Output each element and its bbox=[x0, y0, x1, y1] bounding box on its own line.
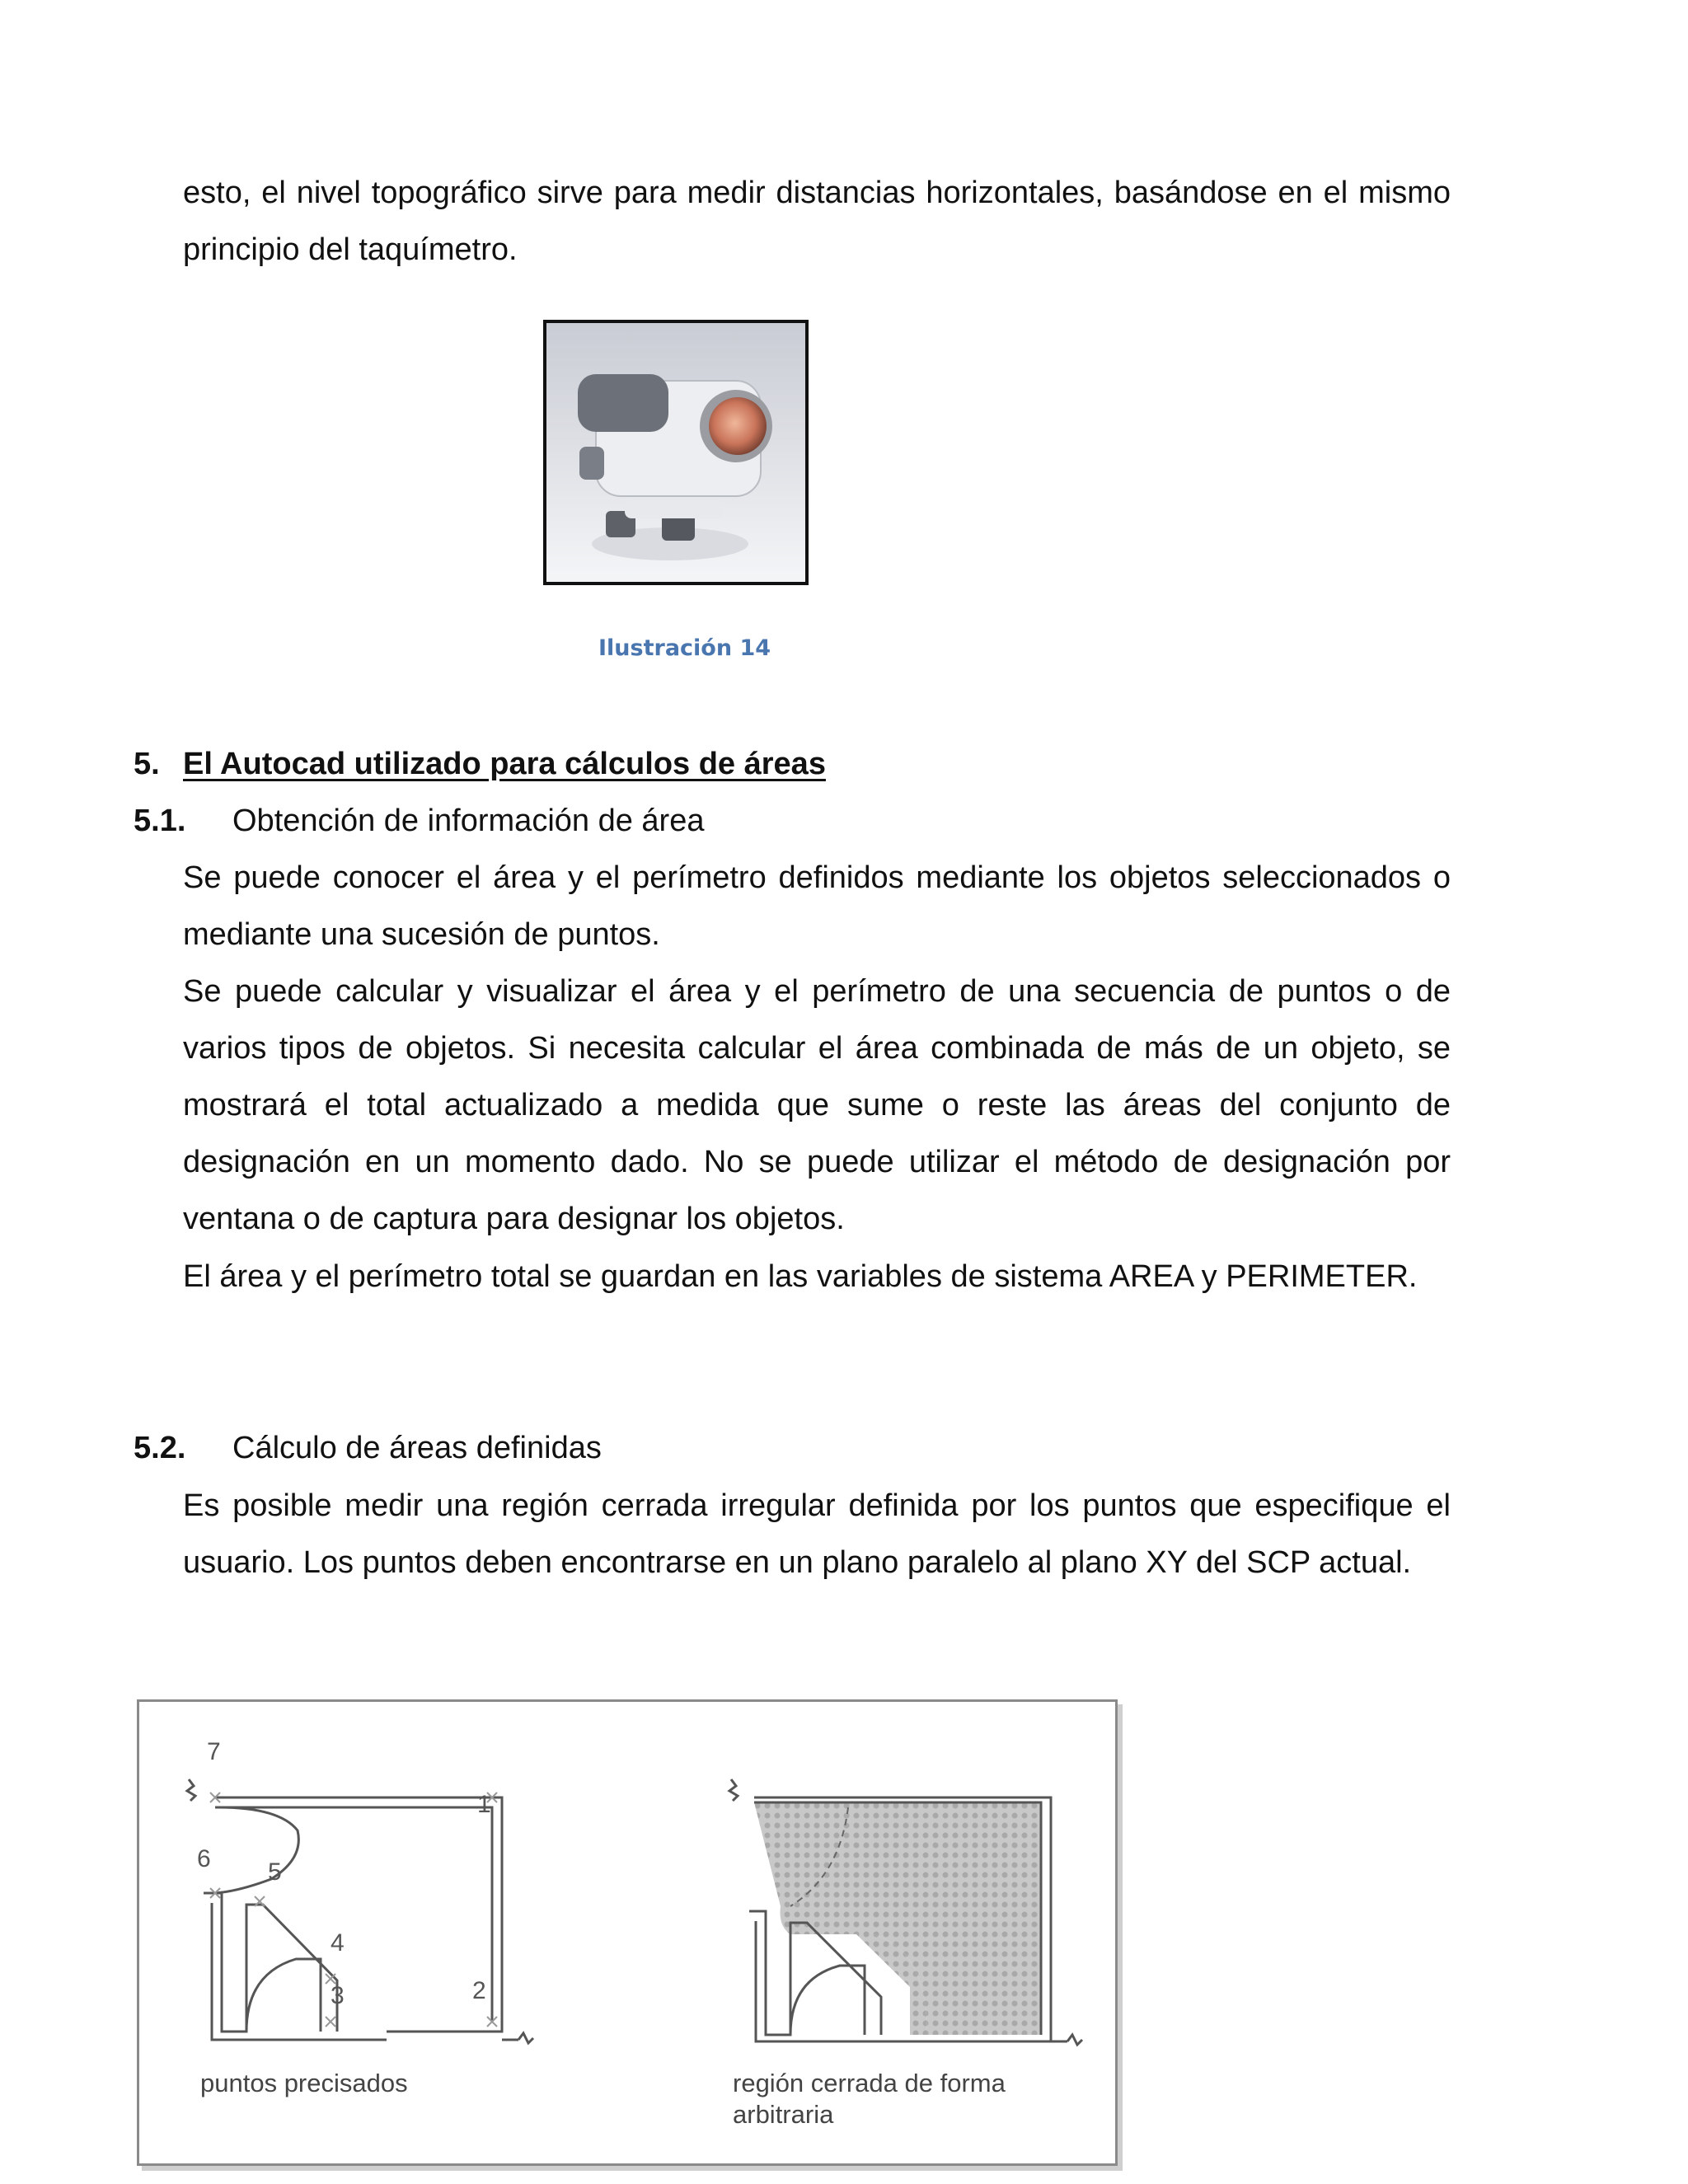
point-label-4: 4 bbox=[331, 1929, 345, 1957]
surveying-level-icon bbox=[546, 323, 805, 582]
section-5-1-paragraph-1: Se puede conocer el área y el perímetro definidos mediante los objetos seleccionados o mediante una sucesión de puntos. bbox=[183, 860, 1451, 952]
section-5-1-paragraph-2: Se puede calcular y visualizar el área y el perímetro de una secuencia de puntos o de varios tipos de objetos. Si necesita calcular el área combinada de más de un objeto, se mostrará el total actualizado a medida que sume o reste las áreas del conjunto de designación en un momento dado. No se puede utilizar el método de designación por ventana o de captura para designar los objetos. bbox=[183, 974, 1451, 1236]
illustration-photo bbox=[543, 320, 809, 585]
section-5-heading bbox=[134, 736, 826, 793]
left-figure-caption: puntos precisados bbox=[200, 2069, 408, 2097]
section-5-1-paragraph-3: El área y el perímetro total se guardan en las variables de sistema AREA y PERIMETER. bbox=[183, 1259, 1418, 1294]
section-5-1-heading bbox=[134, 793, 704, 850]
point-label-2: 2 bbox=[472, 1977, 486, 2004]
area-figure bbox=[137, 1699, 1118, 2166]
section-5-1-number: 5.1. bbox=[134, 804, 186, 838]
illustration-caption: Ilustración 14 bbox=[598, 635, 771, 661]
section-5-title: El Autocad utilizado para cálculos de áreas bbox=[183, 747, 826, 781]
section-5-2-title: Cálculo de áreas definidas bbox=[232, 1431, 602, 1465]
section-5-2-heading bbox=[134, 1420, 602, 1477]
right-figure-caption: región cerrada de forma arbitraria bbox=[733, 2069, 1006, 2129]
section-5-number: 5. bbox=[134, 747, 160, 781]
point-label-7: 7 bbox=[207, 1738, 221, 1765]
point-label-3: 3 bbox=[331, 1982, 345, 2009]
section-5-2-number: 5.2. bbox=[134, 1431, 186, 1465]
point-label-6: 6 bbox=[197, 1845, 211, 1872]
section-5-2-paragraph-1: Es posible medir una región cerrada irregular definida por los puntos que especifique el usuario. Los puntos deben encontrarse en un plano paralelo al plano XY del SCP actual. bbox=[183, 1488, 1451, 1580]
point-label-5: 5 bbox=[268, 1858, 282, 1886]
point-label-1: 1 bbox=[477, 1791, 491, 1818]
right-diagram bbox=[729, 1779, 1082, 2045]
left-point-markers bbox=[210, 1793, 497, 2027]
section-5-1-title: Obtención de información de área bbox=[232, 804, 705, 838]
intro-paragraph: esto, el nivel topográfico sirve para medir distancias horizontales, basándose en el mismo principio del taquímetro. bbox=[183, 176, 1451, 267]
